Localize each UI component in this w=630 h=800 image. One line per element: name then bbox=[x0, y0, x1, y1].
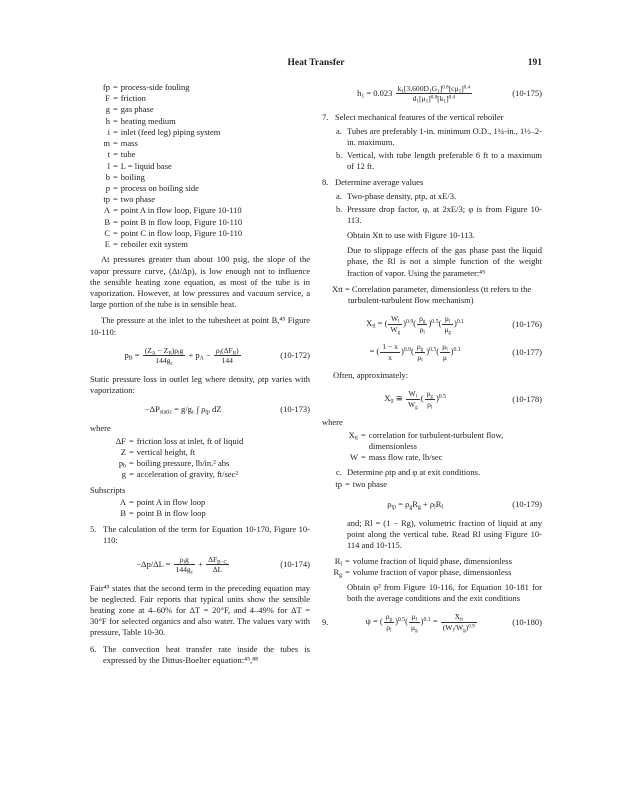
right-column bbox=[322, 82, 542, 669]
fraction-numerator: $W_l$ bbox=[408, 389, 418, 400]
list-item-text: Vertical, with tube length preferable 6 ft to a maximum of 12 ft. bbox=[347, 149, 542, 171]
equation-body: $X_{tt}$ ≅ $\frac{W_l}{W_g}$ ( $\frac{\rho_g}{\rho_l}$ )$^{0.5}$ bbox=[384, 389, 446, 411]
definition-item bbox=[90, 149, 310, 160]
equals-sign: = bbox=[113, 171, 118, 182]
subscript: l bbox=[390, 627, 392, 634]
superscript: 0.1 bbox=[456, 319, 465, 326]
subscript: l bbox=[448, 318, 451, 325]
equals-sign: = bbox=[345, 566, 350, 577]
definition-text: process on boiling side bbox=[120, 182, 199, 193]
definition-text: point C in flow loop, Figure 10-110 bbox=[120, 227, 243, 238]
list-item-text: The calculation of the term for Equation 10-170, Figure 10-110: bbox=[103, 524, 310, 546]
list-number: a. bbox=[336, 126, 342, 137]
list-item-text: Determine ρtp and φ at exit conditions. bbox=[347, 467, 481, 478]
continuation-paragraph: Obtain φ² from Figure 10-116, for Equation 10-181 for both the average conditions and the exit conditions bbox=[347, 582, 542, 604]
subscript: 1 bbox=[401, 88, 404, 95]
subscript: g bbox=[415, 404, 418, 411]
equals-sign: = bbox=[129, 458, 134, 469]
subscript: l bbox=[421, 356, 423, 363]
list-item-text: Determine average values bbox=[335, 177, 424, 188]
equation-number: (10-176) bbox=[512, 318, 542, 329]
fraction-denominator: $\rho_l$ bbox=[415, 352, 425, 362]
definition-item bbox=[106, 447, 310, 458]
equation-number: (10-174) bbox=[280, 559, 310, 569]
equation bbox=[90, 555, 310, 575]
subscript: l bbox=[452, 627, 454, 634]
symbol: t bbox=[107, 149, 110, 160]
symbol: $X_{tt}$ bbox=[348, 429, 358, 442]
definition-item bbox=[90, 104, 310, 115]
fraction-denominator: x bbox=[380, 352, 400, 362]
symbol: B bbox=[104, 216, 110, 227]
symbol: $p_b$ bbox=[118, 458, 126, 470]
subscript: tt bbox=[354, 435, 358, 442]
continuation-paragraph: Due to slippage effects of the gas phase past the liquid phase, the Rl is not a simple function of the weight fraction of vapor. Using the parameter:⁴⁵ bbox=[347, 245, 542, 278]
definition-item bbox=[90, 205, 310, 216]
definition-text: boiling bbox=[120, 171, 145, 182]
subscript: l bbox=[434, 504, 436, 511]
definition-text: process-side fouling bbox=[120, 82, 190, 92]
subscript: l bbox=[423, 329, 425, 336]
continuation-paragraph: Obtain Xtt to use with Figure 10-113. bbox=[347, 229, 475, 240]
fraction-numerator: $(Z_A - Z_B)\rho_lg$ bbox=[144, 345, 184, 357]
equals-sign: = bbox=[129, 435, 134, 446]
subscript: c bbox=[170, 360, 173, 367]
fraction bbox=[396, 84, 473, 104]
subscript: tt bbox=[390, 398, 394, 405]
subscript: l bbox=[183, 558, 185, 565]
symbol: tp bbox=[335, 479, 342, 490]
definition-list bbox=[106, 497, 310, 519]
superscript: 0.5 bbox=[429, 347, 437, 354]
definition-text: volume fraction of liquid phase, dimensionless bbox=[352, 555, 512, 566]
definition-text: two phase bbox=[120, 194, 156, 205]
fraction-denominator: $144g_c$ bbox=[143, 355, 186, 365]
equals-sign: = bbox=[129, 507, 134, 518]
definition-text: point A in flow loop, Figure 10-110 bbox=[120, 205, 242, 216]
equals-sign: = bbox=[129, 446, 134, 457]
subscript: 1 bbox=[429, 88, 432, 95]
list-number: 6. bbox=[90, 643, 97, 654]
equals-sign: = bbox=[113, 115, 118, 126]
equals-sign: = bbox=[113, 182, 118, 193]
subscript: l bbox=[415, 393, 418, 400]
list-number: b. bbox=[336, 203, 343, 214]
fraction-denominator: $\rho_l$ bbox=[384, 622, 394, 632]
definition-text: point B in flow loop bbox=[136, 507, 206, 518]
subscript: g bbox=[397, 329, 401, 336]
symbol: ΔF bbox=[115, 435, 126, 446]
equation bbox=[322, 499, 542, 510]
equation-number: (10-175) bbox=[512, 88, 542, 99]
subscript: l bbox=[430, 404, 433, 411]
definition-item bbox=[106, 497, 310, 508]
fraction-numerator: $\mu_l$ bbox=[444, 314, 451, 325]
equation bbox=[322, 342, 542, 362]
definition-item bbox=[338, 430, 542, 452]
definition-text: volume fraction of vapor phase, dimensionless bbox=[352, 566, 512, 577]
superscript: 0.9 bbox=[403, 347, 412, 354]
symbol: m bbox=[103, 138, 110, 149]
list-item-text: Two-phase density, ρtp, at xE/3. bbox=[347, 191, 457, 202]
list-number: 9. bbox=[322, 616, 329, 627]
definition-text: acceleration of gravity, ft/sec² bbox=[136, 469, 238, 480]
equation-body: $h_1 = 0.023$ $\frac{k_1[3,600D_1G_1]^{0.8}[c\mu_1]^{0.4}}{d_1[\mu_1]^{0.8}[k_1]^{0.4}}$ bbox=[357, 84, 471, 105]
subscript: g bbox=[463, 627, 466, 634]
definition-item bbox=[90, 161, 310, 172]
definition-item bbox=[90, 172, 310, 183]
fraction-denominator: μ bbox=[440, 352, 450, 362]
definition-text: correlation for turbulent-turbulent flow, dimensionless bbox=[368, 429, 504, 451]
equals-sign: = bbox=[113, 160, 118, 171]
definition-item bbox=[90, 183, 310, 194]
fraction bbox=[384, 612, 394, 632]
list-item-text: Pressure drop factor, φ, at 2xE/3; φ is from Figure 10-113. bbox=[347, 203, 542, 225]
definition-text: vertical height, ft bbox=[136, 446, 196, 457]
subscript: A bbox=[151, 350, 156, 357]
symbol: B bbox=[120, 507, 126, 518]
subscript: tt bbox=[372, 323, 376, 330]
list-item bbox=[336, 204, 542, 226]
subscript: l bbox=[398, 318, 400, 325]
definition-item bbox=[90, 116, 310, 127]
symbol: b bbox=[105, 171, 110, 182]
equals-sign: = bbox=[361, 429, 366, 440]
fraction-numerator: $\mu_l$ bbox=[442, 342, 448, 353]
equals-sign: = bbox=[129, 469, 134, 480]
definition-text: point A in flow loop bbox=[136, 496, 206, 507]
fraction bbox=[409, 612, 420, 632]
definition-text: inlet (feed leg) piping system bbox=[120, 126, 221, 137]
superscript: 0.4 bbox=[448, 94, 456, 101]
definition-text: L = liquid base bbox=[120, 160, 172, 171]
symbol: tp bbox=[103, 194, 110, 205]
definition-item bbox=[322, 556, 542, 567]
definition-item bbox=[90, 127, 310, 138]
list-number: b. bbox=[336, 149, 343, 160]
equals-sign: = bbox=[113, 149, 118, 160]
running-head: Heat Transfer bbox=[287, 58, 345, 68]
superscript: 0.9 bbox=[468, 623, 475, 630]
equals-sign: = bbox=[113, 138, 118, 149]
definition-item bbox=[90, 82, 310, 93]
list-item bbox=[90, 644, 310, 666]
fraction-numerator: 1 − x bbox=[382, 342, 398, 352]
equation-number: (10-180) bbox=[512, 616, 542, 627]
paragraph: Often, approximately: bbox=[333, 370, 409, 381]
equation-body: ψ = ( $\frac{\rho_g}{\rho_l}$ )$^{0.5}$( $\frac{\mu_l}{\mu_g}$ )$^{0.1}$ = $X_{tt}$ $(W_l/W_g)^{0.9}$ bbox=[365, 612, 475, 634]
symbol: A bbox=[103, 205, 110, 216]
equals-sign: = bbox=[345, 555, 350, 566]
definition-item bbox=[90, 217, 310, 228]
equation-body: $\rho_{tp} = \rho_gR_g + \rho_lR_l$ bbox=[387, 498, 443, 511]
equation bbox=[90, 404, 310, 415]
definition-text: reboiler exit system bbox=[120, 239, 188, 250]
superscript: 0.5 bbox=[438, 394, 446, 401]
fraction-denominator: $W_g$ bbox=[407, 399, 418, 411]
definition-text: point B in flow loop, Figure 10-110 bbox=[120, 216, 243, 227]
subscript: g bbox=[409, 504, 413, 511]
definition-text: tube bbox=[120, 149, 136, 160]
subscript: 1 bbox=[458, 88, 462, 95]
list-item bbox=[336, 126, 542, 148]
fraction-denominator: $W_g$ bbox=[390, 324, 401, 336]
definition-list bbox=[322, 556, 542, 578]
list-item-text: Select mechanical features of the vertical reboiler bbox=[335, 111, 504, 122]
equation bbox=[90, 346, 310, 366]
list-number: a. bbox=[336, 191, 342, 202]
fraction-numerator: $\rho_lg$ bbox=[179, 554, 189, 565]
subscript: l bbox=[415, 616, 418, 623]
symbol: g bbox=[105, 104, 110, 115]
list-number: c. bbox=[336, 467, 342, 478]
equals-sign: = bbox=[113, 93, 118, 104]
fraction-numerator: $\rho_g$ bbox=[385, 612, 393, 623]
subscript: tp bbox=[205, 409, 210, 416]
subscript: g bbox=[430, 393, 433, 400]
subscript: B bbox=[168, 350, 172, 357]
definition-text: gas phase bbox=[120, 104, 154, 115]
symbol: C bbox=[104, 227, 110, 238]
list-item bbox=[336, 150, 542, 172]
definition-text: mass bbox=[120, 138, 138, 149]
subscript: l bbox=[340, 561, 342, 567]
definition-list bbox=[322, 479, 542, 490]
equation-body: $p_B$ = $\frac{(Z_A - Z_B)\rho_lg}{144g_c}$ + $p_A$ − $\rho_l(\Delta F_B)$ 144 bbox=[124, 345, 239, 367]
equation bbox=[322, 314, 542, 334]
superscript: 0.9 bbox=[406, 319, 414, 326]
fraction bbox=[441, 612, 477, 632]
symbol: g bbox=[121, 469, 126, 480]
equals-sign: = bbox=[113, 216, 118, 227]
fraction-denominator: $144g_c$ bbox=[175, 565, 194, 576]
list-item bbox=[322, 112, 542, 123]
list-item-text: Tubes are preferably 1-in. minimum O.D., 1¼-in., 1½–2-in. maximum. bbox=[347, 126, 542, 148]
equation-number: (10-173) bbox=[280, 404, 310, 415]
symbol: $R_g$ bbox=[333, 566, 342, 579]
page-header bbox=[90, 58, 542, 68]
definition-list bbox=[338, 430, 542, 464]
fraction-denominator: $\rho_l$ bbox=[425, 399, 435, 409]
fraction-numerator: $\rho_g$ bbox=[416, 342, 424, 353]
list-item-text: The convection heat transfer rate inside the tubes is expressed by the Dittus-Boelter equation:⁴⁵,⁸⁸ bbox=[103, 643, 310, 665]
definition-item bbox=[90, 93, 310, 104]
symbol: W bbox=[349, 452, 358, 463]
paragraph: Static pressure loss in outlet leg where density, ρtp varies with vaporization: bbox=[90, 373, 310, 395]
subscript: g bbox=[415, 627, 418, 634]
fraction bbox=[143, 346, 186, 366]
equation-body: = ( $\frac{1 - x}{x}$ )$^{0.9}$( $\frac{\rho_g}{\rho_l}$ )$^{0.5}$( $\frac{\mu_l}{\mu}$ )$^{0.1}$ bbox=[369, 342, 461, 363]
definition-text: friction loss at inlet, ft of liquid bbox=[136, 435, 244, 446]
keyword: where bbox=[90, 423, 111, 434]
fraction-denominator: $(W_l/W_g)^{0.9}$ bbox=[442, 622, 475, 634]
left-column bbox=[90, 82, 310, 669]
equals-sign: = bbox=[113, 194, 118, 205]
equals-sign: = bbox=[129, 496, 134, 507]
subscript: l bbox=[178, 350, 180, 357]
fraction-numerator: $\mu_l$ bbox=[411, 612, 418, 623]
equals-sign: = bbox=[113, 205, 118, 216]
superscript: 0.4 bbox=[463, 84, 471, 91]
fraction bbox=[425, 389, 435, 409]
fraction bbox=[406, 389, 420, 409]
definition-text: mass flow rate, lb/sec bbox=[368, 452, 443, 463]
equals-sign: = bbox=[113, 227, 118, 238]
fraction-denominator: ΔL bbox=[206, 564, 229, 574]
list-item bbox=[90, 524, 310, 546]
fraction bbox=[174, 555, 195, 575]
definition-item bbox=[90, 138, 310, 149]
definition-item bbox=[106, 436, 310, 447]
symbol: h bbox=[105, 115, 110, 126]
fraction bbox=[206, 555, 229, 575]
fraction-denominator: 144 bbox=[214, 355, 241, 365]
subscript: B bbox=[232, 350, 237, 357]
equals-sign: = bbox=[113, 104, 118, 115]
paragraph: Fair⁴⁵ states that the second term in the preceding equation may be neglected. Fair reports that typical units show the sensible heating zone at 4–60% for ΔT = 20°F, and 4–49% for ΔT = 30°F for selected organics and also water. The values vary with pressure, Table 10-30. bbox=[90, 582, 310, 638]
symbol: $R_l$ bbox=[334, 555, 342, 567]
definition-item bbox=[106, 469, 310, 480]
fraction-denominator: $\mu_g$ bbox=[444, 324, 451, 336]
definition-text: friction bbox=[120, 93, 146, 104]
definition-item bbox=[90, 239, 310, 250]
list-number: 7. bbox=[322, 111, 329, 122]
symbol: p bbox=[105, 182, 110, 193]
symbol: F bbox=[105, 93, 110, 104]
subscript: g bbox=[339, 572, 342, 579]
subscript: l bbox=[219, 350, 222, 357]
page-number: 191 bbox=[527, 58, 542, 68]
fraction bbox=[388, 314, 402, 334]
equation-body: $-\Delta P_{static} = g/g_c$ ∫ $\rho_{tp}$ dZ bbox=[144, 404, 222, 416]
equation-body: −Δp/ΔL = $\frac{\rho_lg}{144g_c}$ + $\Delta F_{B-C}$ ΔL bbox=[136, 554, 227, 576]
symbol: Z bbox=[120, 446, 126, 457]
equals-sign: = bbox=[113, 126, 118, 137]
subscript: B bbox=[128, 355, 133, 362]
equation bbox=[322, 389, 542, 409]
definition-item bbox=[90, 194, 310, 205]
subscript: 1 bbox=[437, 88, 440, 95]
fraction-denominator: $d_1[\mu_1]^{0.8}[k_1]^{0.4}$ bbox=[396, 93, 473, 103]
equation bbox=[322, 84, 542, 104]
definition-item bbox=[106, 508, 310, 519]
list-item bbox=[336, 191, 542, 202]
fraction bbox=[417, 314, 427, 334]
numbered-equation bbox=[322, 612, 542, 632]
definition-list bbox=[106, 436, 310, 481]
keyword: Subscripts bbox=[90, 484, 126, 495]
fraction-denominator: $\rho_l$ bbox=[417, 324, 427, 334]
definition-text: two phase bbox=[352, 479, 388, 490]
fraction-numerator: $\rho_g$ bbox=[419, 314, 426, 325]
fraction-numerator: $k_1[3,600D_1G_1]^{0.8}[c\mu_1]^{0.4}$ bbox=[397, 84, 471, 95]
subscript: c bbox=[190, 569, 194, 576]
equals-sign: = bbox=[113, 239, 118, 250]
subscript: g bbox=[389, 616, 393, 623]
superscript: 0.1 bbox=[423, 617, 431, 624]
subscript: g bbox=[417, 504, 421, 511]
definition-item bbox=[338, 452, 542, 463]
paragraph: The pressure at the inlet to the tubesheet at point B,⁴⁵ Figure 10-110: bbox=[90, 315, 310, 337]
subscript: 1 bbox=[416, 98, 419, 105]
list-item bbox=[336, 467, 542, 478]
subscript: c bbox=[191, 409, 195, 416]
definition-text: boiling pressure, lb/in.² abs bbox=[136, 458, 230, 469]
definition-item bbox=[322, 479, 542, 490]
fraction bbox=[415, 342, 425, 362]
superscript: 0.1 bbox=[453, 347, 461, 354]
definition-item bbox=[322, 567, 542, 578]
list-number: 8. bbox=[322, 177, 329, 188]
equation-number: (10-177) bbox=[512, 346, 542, 357]
equals-sign: = bbox=[113, 82, 118, 92]
subscript: tp bbox=[391, 504, 397, 511]
fraction bbox=[440, 342, 450, 362]
fraction-numerator: $\rho_g$ bbox=[426, 389, 433, 400]
subscript: 1 bbox=[425, 98, 429, 105]
fraction bbox=[380, 342, 400, 362]
subscript: b bbox=[123, 463, 126, 470]
paragraph: Xtt = Correlation parameter, dimensionless (tt refers to the turbulent-turbulent flow mechanism) bbox=[332, 283, 532, 306]
symbol: A bbox=[119, 496, 126, 507]
paragraph: At pressures greater than about 100 psig, the slope of the vapor pressure curve, (Δt/Δp), is low enough not to influence the sensible heating zone equation, as most of the tube is in vaporization. However, at low pressures and vacuum service, a large portion of the tube is in sensible heat. bbox=[90, 254, 310, 310]
fraction bbox=[442, 314, 453, 334]
subscript: 1 bbox=[443, 98, 447, 105]
superscript: 0.5 bbox=[431, 319, 439, 326]
superscript: 0.8 bbox=[430, 94, 438, 101]
fraction-numerator: $X_{tt}$ bbox=[454, 612, 463, 623]
equation-number: (10-172) bbox=[280, 350, 310, 361]
symbol: l bbox=[107, 160, 110, 171]
definition-item bbox=[90, 228, 310, 239]
subscript: g bbox=[422, 318, 426, 325]
continuation-paragraph: and; Rl = (1 − Rg), volumetric fraction of liquid at any point along the vertical tube. Read Rl using Figure 10-114 and 10-115. bbox=[347, 517, 542, 551]
subscript: g bbox=[448, 329, 451, 336]
definition-text: heating medium bbox=[120, 115, 176, 126]
symbol: i bbox=[107, 126, 110, 137]
subscript: A bbox=[199, 355, 204, 362]
subscript: l bbox=[446, 346, 448, 353]
subscript: tt bbox=[460, 616, 463, 623]
superscript: 0.8 bbox=[442, 84, 449, 91]
page-content bbox=[90, 82, 542, 669]
definition-item bbox=[106, 458, 310, 469]
superscript: 0.5 bbox=[397, 617, 406, 624]
definition-list bbox=[90, 82, 310, 250]
subscript: l bbox=[441, 504, 443, 511]
equation-number: (10-179) bbox=[512, 498, 542, 509]
equation-number: (10-178) bbox=[512, 393, 542, 404]
fraction-numerator: $\Delta F_{B-C}$ bbox=[208, 554, 227, 565]
symbol: fp bbox=[102, 82, 110, 92]
fraction-numerator: $W_l$ bbox=[390, 314, 400, 325]
subscript: g bbox=[420, 346, 424, 353]
subscript: 1 bbox=[361, 93, 365, 100]
equation-body: $X_{tt}$ = ( $\frac{W_l}{W_g}$ )$^{0.9}$( $\frac{\rho_g}{\rho_l}$ )$^{0.5}$( $\frac{\mu_l}{\mu_g}$ )$^{0.1}$ bbox=[366, 314, 465, 336]
subscript: B−C bbox=[217, 558, 227, 565]
subscript: static bbox=[159, 409, 173, 416]
equals-sign: = bbox=[345, 479, 350, 490]
equals-sign: = bbox=[361, 452, 366, 463]
symbol: E bbox=[104, 239, 110, 250]
fraction-numerator: $\rho_l(\Delta F_B)$ bbox=[215, 345, 239, 357]
keyword: where bbox=[322, 417, 343, 428]
list-number: 5. bbox=[90, 524, 97, 535]
fraction bbox=[214, 346, 241, 366]
fraction-denominator: $\mu_g$ bbox=[410, 622, 418, 634]
list-item bbox=[322, 177, 542, 188]
